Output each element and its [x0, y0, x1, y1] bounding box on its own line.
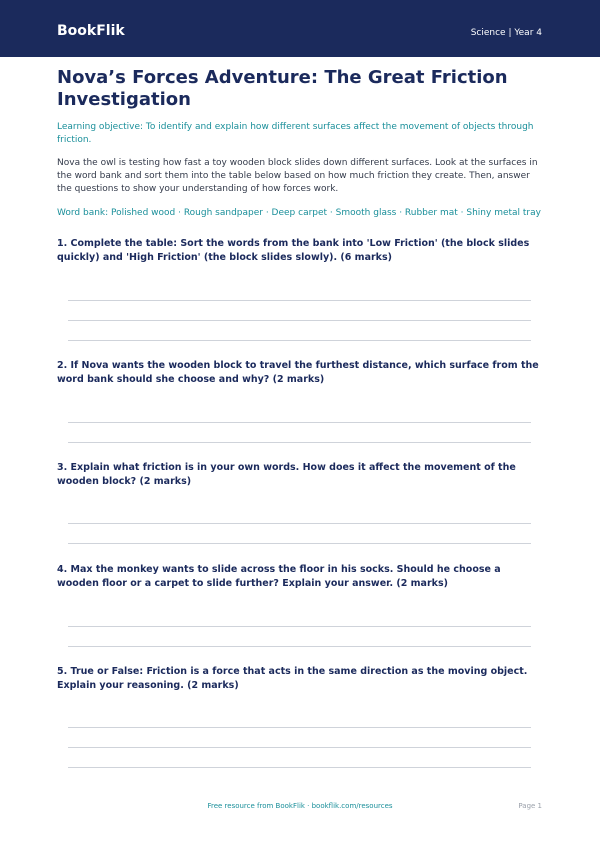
question-5: 5. True or False: Friction is a force that acts in the same direction as the moving object. Explain your reasoning. (2 marks) [57, 666, 528, 691]
answer-line[interactable] [68, 767, 531, 768]
page-number: Page 1 [518, 802, 542, 810]
answer-line[interactable] [68, 422, 531, 423]
answer-line[interactable] [68, 747, 531, 748]
answer-line[interactable] [68, 442, 531, 443]
intro-paragraph: Nova the owl is testing how fast a toy wooden block slides down different surfaces. Look at the surfaces in the word bank and sort them into the table below based on how much friction they create. Then, answer the questions to show your understanding of how forces work. [57, 158, 538, 194]
answer-line[interactable] [68, 320, 531, 321]
question-2: 2. If Nova wants the wooden block to travel the furthest distance, which surface from the word bank should she choose and why? (2 marks) [57, 360, 539, 385]
answer-line[interactable] [68, 626, 531, 627]
page-title: Nova’s Forces Adventure: The Great Friction Investigation [57, 67, 508, 110]
question-1: 1. Complete the table: Sort the words from the bank into 'Low Friction' (the block slides quickly) and 'High Friction' (the block slides slowly). (6 marks) [57, 238, 530, 263]
answer-line[interactable] [68, 646, 531, 647]
answer-line[interactable] [68, 523, 531, 524]
learning-objective: Learning objective: To identify and explain how different surfaces affect the movement of objects through friction. [57, 122, 534, 145]
brand-logo[interactable]: BookFlik [57, 23, 125, 39]
subject-label: Science | Year 4 [470, 28, 542, 38]
answer-line[interactable] [68, 300, 531, 301]
header-bar [0, 0, 600, 57]
word-bank: Word bank: Polished wood · Rough sandpaper · Deep carpet · Smooth glass · Rubber mat · Shiny metal tray [57, 208, 541, 218]
answer-line[interactable] [68, 727, 531, 728]
footer-link[interactable]: Free resource from BookFlik · bookflik.com/resources [207, 802, 393, 810]
question-3: 3. Explain what friction is in your own words. How does it affect the movement of the wooden block? (2 marks) [57, 462, 516, 487]
answer-line[interactable] [68, 543, 531, 544]
question-4: 4. Max the monkey wants to slide across the floor in his socks. Should he choose a wooden floor or a carpet to slide further? Explain your answer. (2 marks) [57, 564, 501, 589]
answer-line[interactable] [68, 340, 531, 341]
